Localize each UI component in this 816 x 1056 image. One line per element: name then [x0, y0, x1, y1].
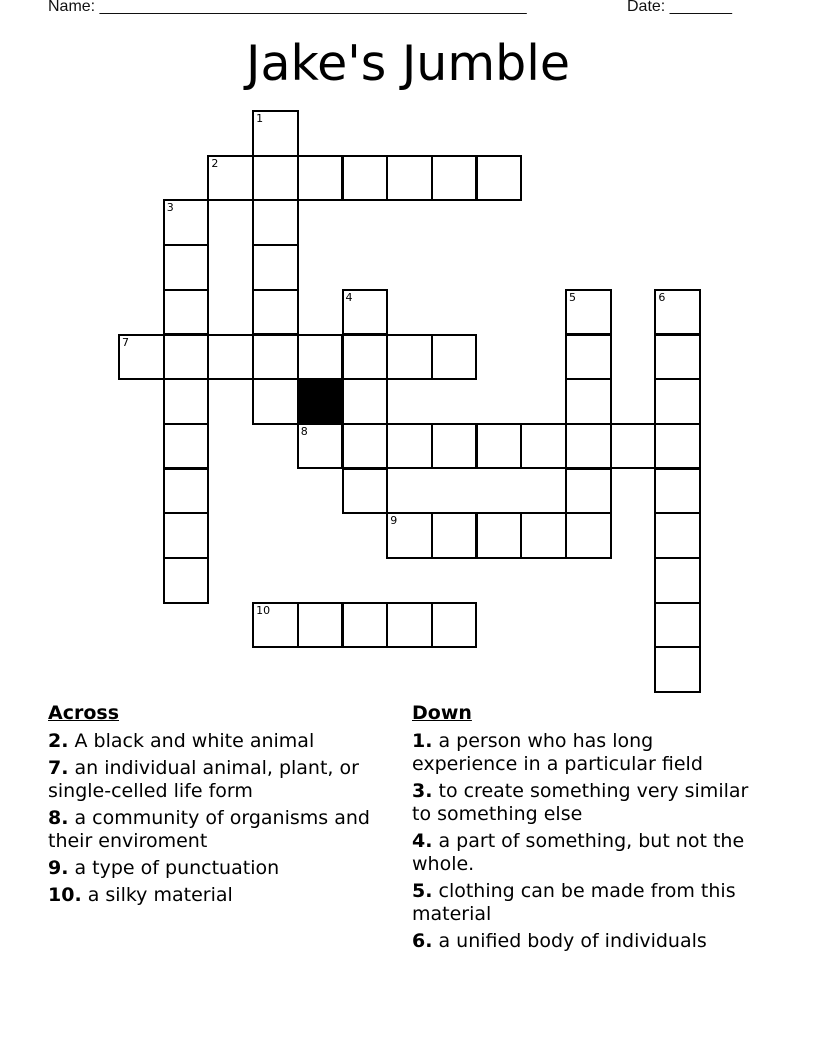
grid-cell[interactable]: [431, 334, 478, 381]
grid-cell[interactable]: [654, 557, 701, 604]
grid-cell[interactable]: [252, 199, 299, 246]
grid-cell[interactable]: [565, 468, 612, 515]
grid-cell[interactable]: [565, 378, 612, 425]
clue-across-7: 7. an individual animal, plant, or single-celled life form: [48, 757, 359, 802]
page-title: Jake's Jumble: [246, 35, 570, 92]
date-label: Date: _______: [627, 0, 732, 15]
clue-down-5: 5. clothing can be made from this material: [412, 880, 736, 925]
grid-cell[interactable]: [654, 512, 701, 559]
grid-cell[interactable]: [654, 602, 701, 649]
cell-number: 1: [256, 112, 264, 125]
grid-cell[interactable]: [252, 110, 299, 157]
grid-cell[interactable]: [654, 334, 701, 381]
grid-cell[interactable]: [118, 334, 165, 381]
grid-cell[interactable]: [431, 155, 478, 202]
grid-cell[interactable]: [297, 334, 344, 381]
black-cell: [297, 378, 344, 425]
clue-across-9: 9. a type of punctuation: [48, 857, 280, 879]
grid-cell[interactable]: [163, 199, 210, 246]
grid-cell[interactable]: [207, 155, 254, 202]
grid-cell[interactable]: [207, 334, 254, 381]
clue-across-10: 10. a silky material: [48, 884, 233, 906]
across-heading: Across: [48, 702, 120, 724]
grid-cell[interactable]: [252, 155, 299, 202]
grid-cell[interactable]: [342, 468, 389, 515]
grid-cell[interactable]: [431, 512, 478, 559]
grid-cell[interactable]: [252, 244, 299, 291]
name-label: Name: ________________________________________________: [48, 0, 527, 15]
grid-cell[interactable]: [297, 155, 344, 202]
cell-number: 3: [166, 201, 174, 215]
down-clues: [412, 701, 752, 957]
grid-cell[interactable]: [476, 512, 523, 559]
grid-cell[interactable]: [565, 512, 612, 559]
grid-cell[interactable]: [252, 602, 299, 649]
grid-cell[interactable]: [386, 334, 433, 381]
grid-cell[interactable]: [252, 334, 299, 381]
grid-cell[interactable]: [431, 602, 478, 649]
grid-cell[interactable]: [476, 155, 523, 202]
grid-cell[interactable]: [297, 602, 344, 649]
grid-cell[interactable]: [342, 289, 389, 336]
grid-cell[interactable]: [386, 602, 433, 649]
grid-cell[interactable]: [163, 334, 210, 381]
grid-cell[interactable]: [654, 289, 701, 336]
grid-cell[interactable]: [654, 423, 701, 470]
grid-cell[interactable]: [386, 155, 433, 202]
cell-number: 5: [569, 290, 576, 304]
grid-cell[interactable]: [520, 423, 567, 470]
clue-down-1: 1. a person who has long experience in a particular field: [412, 730, 703, 775]
across-clues: [48, 701, 388, 911]
grid-cell[interactable]: [342, 423, 389, 470]
grid-cell[interactable]: [565, 289, 612, 336]
grid-cell[interactable]: [342, 602, 389, 649]
clue-across-2: 2. A black and white animal: [48, 730, 315, 752]
clue-down-6: 6. a unified body of individuals: [412, 930, 707, 952]
grid-cell[interactable]: [431, 423, 478, 470]
grid-cell[interactable]: [342, 155, 389, 202]
grid-cell[interactable]: [520, 512, 567, 559]
grid-cell[interactable]: [297, 423, 344, 470]
cell-number: 9: [390, 514, 398, 528]
grid-cell[interactable]: [610, 423, 657, 470]
grid-cell[interactable]: [252, 378, 299, 425]
grid-cell[interactable]: [163, 557, 210, 604]
grid-cell[interactable]: [163, 289, 210, 336]
grid-cell[interactable]: [654, 378, 701, 425]
clue-across-8: 8. a community of organisms and their enviroment: [48, 807, 370, 852]
down-heading: Down: [412, 702, 472, 724]
grid-cell[interactable]: [342, 378, 389, 425]
grid-cell[interactable]: [476, 423, 523, 470]
clue-down-4: 4. a part of something, but not the whole.: [412, 830, 745, 875]
grid-cell[interactable]: [565, 423, 612, 470]
cell-number: 10: [256, 603, 271, 617]
grid-cell[interactable]: [163, 244, 210, 291]
grid-cell[interactable]: [654, 646, 701, 693]
grid-cell[interactable]: [342, 334, 389, 381]
grid-cell[interactable]: [386, 423, 433, 470]
grid-cell[interactable]: [163, 512, 210, 559]
grid-cell[interactable]: [163, 468, 210, 515]
cell-number: 6: [658, 290, 666, 304]
cell-number: 2: [211, 156, 219, 170]
grid-cell[interactable]: [163, 423, 210, 470]
cell-number: 8: [300, 424, 308, 438]
grid-cell[interactable]: [252, 289, 299, 336]
grid-cell[interactable]: [163, 378, 210, 425]
grid-cell[interactable]: [654, 468, 701, 515]
cell-number: 4: [345, 290, 353, 304]
clue-down-3: 3. to create something very similar to something else: [412, 780, 749, 825]
grid-cell[interactable]: [565, 334, 612, 381]
cell-number: 7: [122, 335, 129, 349]
grid-cell[interactable]: [386, 512, 433, 559]
